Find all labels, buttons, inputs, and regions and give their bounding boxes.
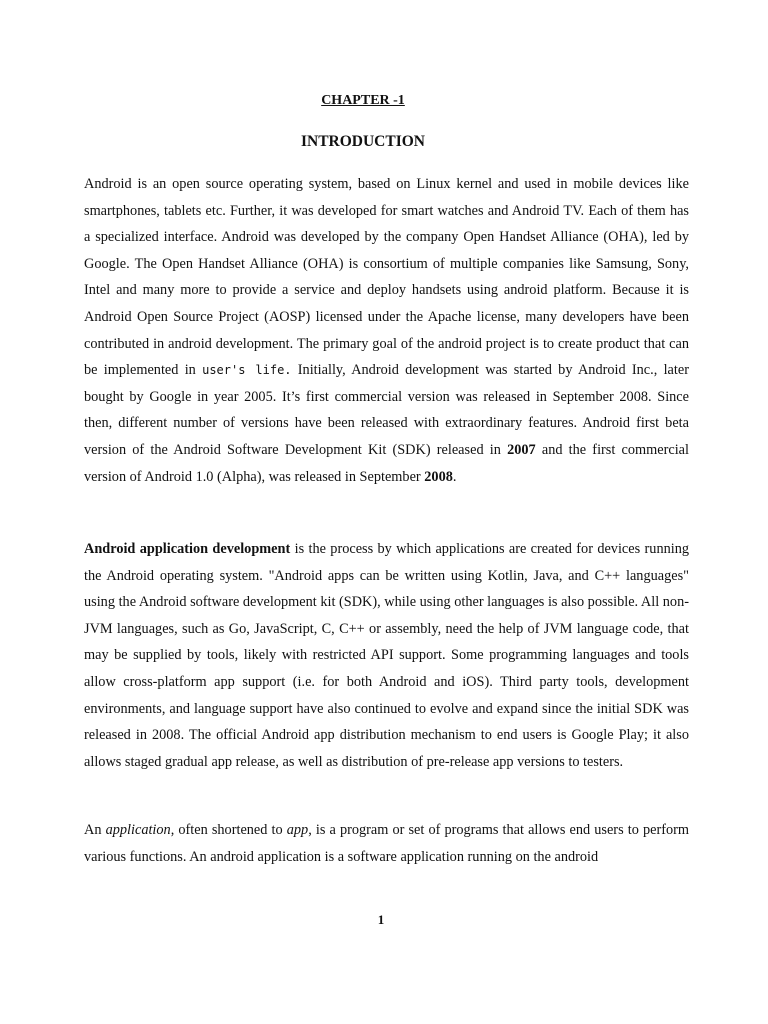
paragraph-intro-mono-phrase: user's life. xyxy=(202,363,292,378)
paragraph-app-development xyxy=(84,536,689,775)
year-2007: 2007 xyxy=(507,441,536,458)
paragraph-application-text-a: An xyxy=(84,822,106,838)
chapter-heading: CHAPTER -1 xyxy=(321,93,405,108)
paragraph-application-text-b: , often shortened to xyxy=(170,822,287,838)
paragraph-intro-text-a: Android is an open source operating system, based on Linux kernel and used in mobile devices like smartphones, tablets etc. Further, it was developed for smart watches and Android TV. Each of them has a specialized interface. Android was developed by the company Open Handset Alliance (OHA), led by Google. The Open Handset Alliance (OHA) is consortium of multiple companies like Samsung, Sony, Intel and many more to provide a service and deploy handsets using android platform. Because it is Android Open Source Project (AOSP) licensed under the Apache license, many developers have been contributed in android development. The primary goal of the android project is to create product that can be implemented in xyxy=(84,176,689,379)
page-number: 1 xyxy=(377,912,385,927)
paragraph-intro-text-b: Initially, Android development was started by Android Inc., later bought by Google in year 2005. It’s first commercial version was released in September 2008. Since then, different number of versions have been released with extraordinary features. Android first beta version of the Android Software Development Kit (SDK) released in xyxy=(84,362,689,458)
paragraph-intro xyxy=(84,171,689,490)
paragraph-application xyxy=(84,817,689,870)
term-app: app xyxy=(286,822,309,838)
page-title: INTRODUCTION xyxy=(300,133,425,150)
term-application: application xyxy=(105,822,171,838)
year-2008: 2008 xyxy=(424,468,453,485)
term-android-app-development: Android application development xyxy=(84,541,291,557)
paragraph-app-development-text: is the process by which applications are created for devices running the Android operating system. "Android apps can be written using Kotlin, Java, and C++ languages" using the Android software development kit (SDK), while using other languages is also possible. All non-JVM languages, such as Go, JavaScript, C, C++ or assembly, need the help of JVM language code, that may be supplied by tools, likely with restricted API support. Some programming languages and tools allow cross-platform app support (i.e. for both Android and iOS). Third party tools, development environments, and language support have also continued to evolve and expand since the initial SDK was released in 2008. The official Android app distribution mechanism to end users is Google Play; it also allows staged gradual app release, as well as distribution of pre-release app versions to testers. xyxy=(84,541,690,770)
paragraph-intro-text-c: and the first commercial version of Android 1.0 (Alpha), was released in September xyxy=(84,441,689,485)
paragraph-application-text-c: , is a program or set of programs that allows end users to perform various functions. An android application is a software application running on the android xyxy=(84,822,689,865)
paragraph-intro-text-d: . xyxy=(452,468,457,485)
